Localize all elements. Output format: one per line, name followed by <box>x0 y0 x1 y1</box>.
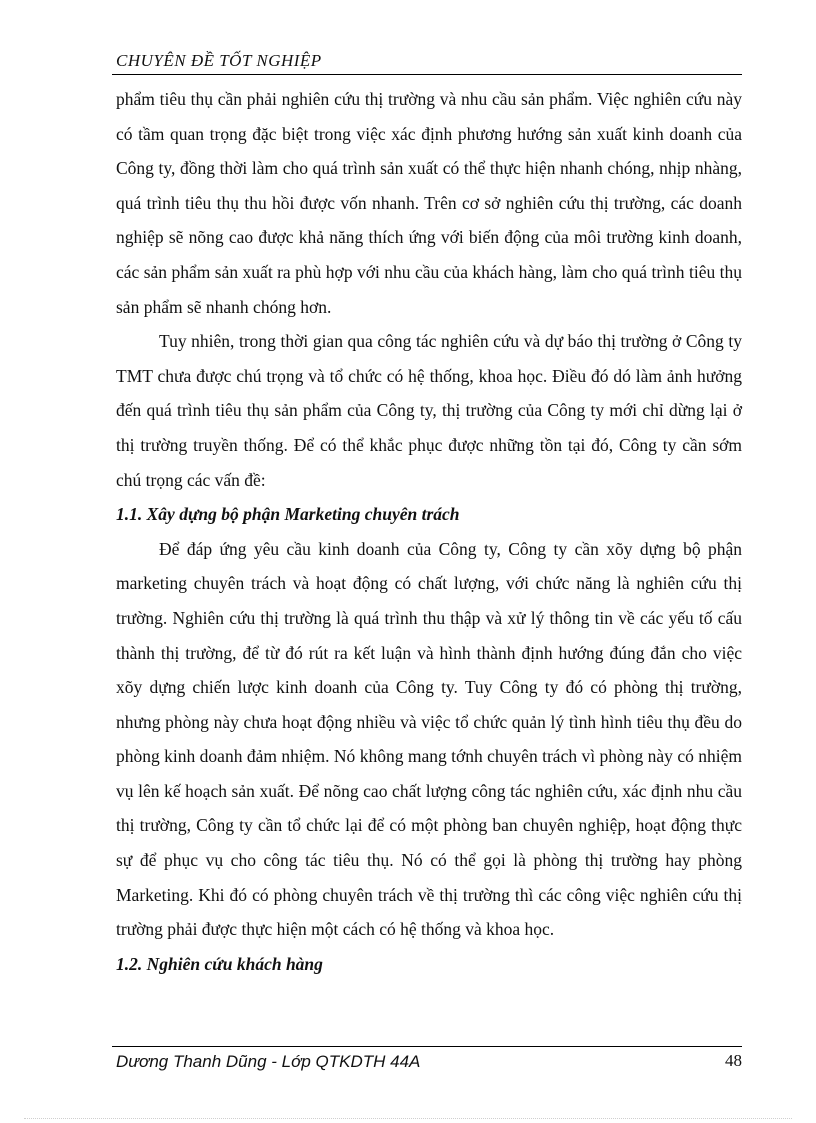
paragraph-3: Để đáp ứng yêu cầu kinh doanh của Công ty, Công ty cần xõy dựng bộ phận marketing chuyên trách và hoạt động có chất lượng, với chức năng là nghiên cứu thị trường. Nghiên cứu thị trường là quá trình thu thập và xử lý thông tin về các yếu tố cấu thành thị trường, để từ đó rút ra kết luận và hình thành định hướng đúng đắn cho việc xõy dựng chiến lược kinh doanh của Công ty. Tuy Công ty đó có phòng thị trường, nhưng phòng này chưa hoạt động nhiều và việc tổ chức quản lý tình hình tiêu thụ đều do phòng kinh doanh đảm nhiệm. Nó không mang tớnh chuyên trách vì phòng này có nhiệm vụ lên kế hoạch sản xuất. Để nõng cao chất lượng công tác nghiên cứu, xác định nhu cầu thị trường, Công ty cần tổ chức lại để có một phòng ban chuyên nghiệp, hoạt động thực sự để phục vụ cho công tác tiêu thụ. Nó có thể gọi là phòng thị trường hay phòng Marketing. Khi đó có phòng chuyên trách về thị trường thì các công việc nghiên cứu thị trường phải được thực hiện một cách có hệ thống và khoa học. <box>116 538 742 940</box>
page-number: 48 <box>725 1051 742 1070</box>
header-rule <box>112 74 742 75</box>
page-edge <box>24 1118 792 1119</box>
section-heading-1-2: 1.2. Nghiên cứu khách hàng <box>116 953 323 974</box>
section-heading-1-1: 1.1. Xây dựng bộ phận Marketing chuyên trách <box>116 504 460 525</box>
footer-author: Dương Thanh Dũng - Lớp QTKDTH 44A <box>116 1052 421 1071</box>
paragraph-1: phẩm tiêu thụ cần phải nghiên cứu thị trường và nhu cầu sản phẩm. Việc nghiên cứu này có tầm quan trọng đặc biệt trong việc xác định phương hướng sản xuất kinh doanh của Công ty, đồng thời làm cho quá trình sản xuất có thể thực hiện nhanh chóng, nhịp nhàng, quá trình tiêu thụ thu hồi được vốn nhanh. Trên cơ sở nghiên cứu thị trường, các doanh nghiệp sẽ nõng cao được khả năng thích ứng với biến động của môi trường kinh doanh, các sản phẩm sản xuất ra phù hợp với nhu cầu của khách hàng, làm cho quá trình tiêu thụ sản phẩm sẽ nhanh chóng hơn. <box>116 89 742 317</box>
running-header: CHUYÊN ĐỀ TỐT NGHIỆP <box>116 51 322 70</box>
page-body <box>116 82 742 981</box>
paragraph-2: Tuy nhiên, trong thời gian qua công tác nghiên cứu và dự báo thị trường ở Công ty TMT chưa được chú trọng và tổ chức có hệ thống, khoa học. Điều đó dó làm ảnh hưởng đến quá trình tiêu thụ sản phẩm của Công ty, thị trường của Công ty mới chỉ dừng lại ở thị trường truyền thống. Để có thể khắc phục được những tồn tại đó, Công ty cần sớm chú trọng các vấn đề: <box>116 331 742 490</box>
footer-rule <box>112 1046 742 1047</box>
